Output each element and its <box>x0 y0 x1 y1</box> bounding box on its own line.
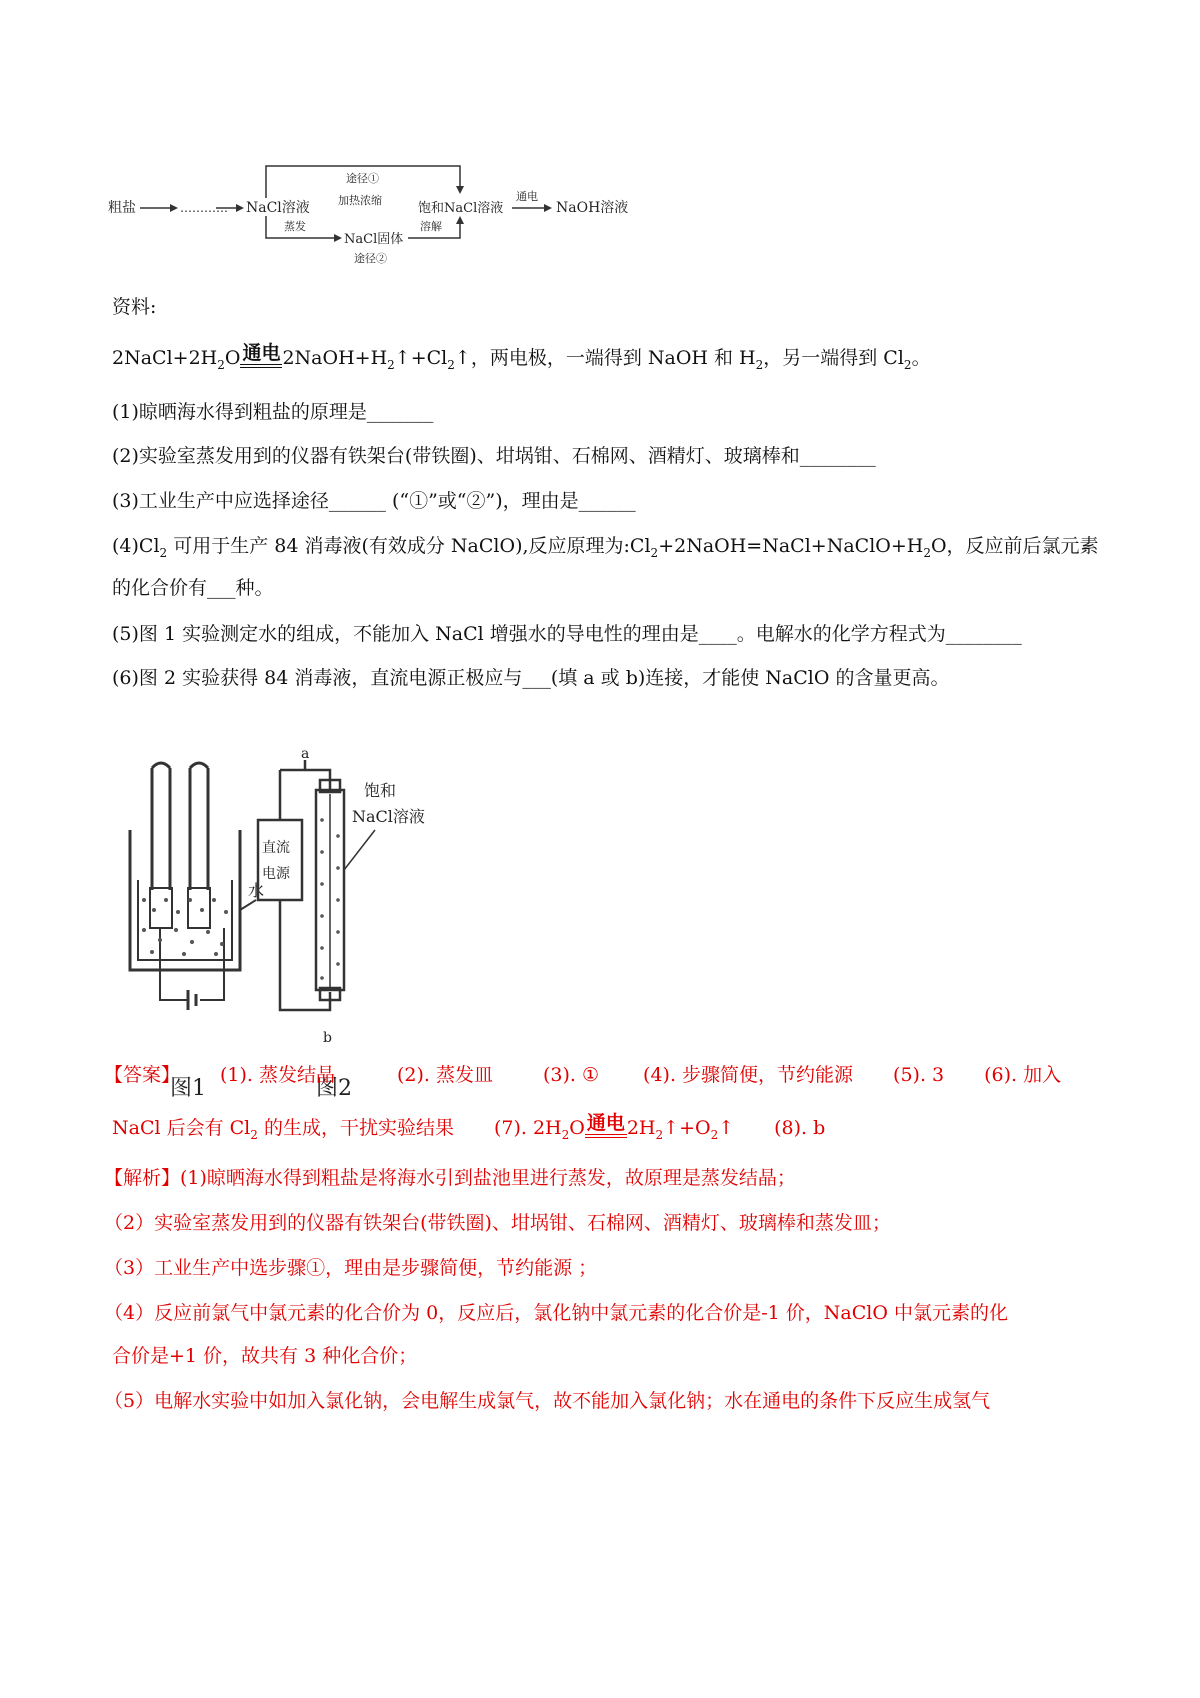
flow-dots: ………… <box>180 201 228 215</box>
flow-route1-sub: 加热浓缩 <box>338 194 382 207</box>
water-label: 水 <box>248 881 265 900</box>
answer-tag: 【答案】 <box>104 1064 181 1086</box>
flow-electrolysis-arrowhead <box>544 204 552 212</box>
process-flow-diagram <box>108 158 708 288</box>
answer-line-2: NaCl 后会有 $Cl_2$ 的生成，干扰实验结果 (7). $2H_2O$ 通电 $2H_2↑+O_2↑$ (8). b <box>112 1112 826 1142</box>
reaction-equation: $2NaCl+2H_2O$ 通电 $2NaOH+H_2↑+Cl_2↑$，两电极，一端得到 NaOH 和 $H_2$，另一端得到 $Cl_2$。 <box>112 342 931 372</box>
flow-route2-label: 途径② <box>354 252 387 265</box>
question-4: $(4)Cl_2$ 可用于生产 84 消毒液(有效成分 NaClO),反应原理为$:Cl_2+2NaOH=NaCl+NaClO+H_2O$，反应前后氯元素 <box>112 535 1099 560</box>
material-label: 资料: <box>112 296 157 318</box>
analysis-line-4b: 合价是+1 价，故共有 3 种化合价； <box>112 1345 418 1367</box>
saturated-label-1: 饱和 <box>364 781 397 800</box>
label-a: a <box>301 746 310 762</box>
answer-electrolysis-condition: 通电 <box>585 1113 627 1140</box>
power-label-1: 直流 <box>262 840 290 856</box>
flow-nacl-solution: NaCl溶液 <box>246 200 310 216</box>
question-5: (5)图 1 实验测定水的组成，不能加入 NaCl 增强水的导电性的理由是____。电解水的化学方程式为________ <box>112 623 1022 645</box>
flow-route1-arrowhead <box>456 186 464 194</box>
flow-arrowhead-2 <box>236 204 244 212</box>
figure-2-caption: 图2 <box>316 1076 352 1101</box>
figure-1-caption: 图1 <box>170 1076 206 1101</box>
flow-evaporate-label: 蒸发 <box>284 220 306 233</box>
analysis-line-2: （2）实验室蒸发用到的仪器有铁架台(带铁圈)、坩埚钳、石棉网、酒精灯、玻璃棒和蒸发皿； <box>104 1212 891 1234</box>
question-2: (2)实验室蒸发用到的仪器有铁架台(带铁圈)、坩埚钳、石棉网、酒精灯、玻璃棒和________ <box>112 445 876 467</box>
flow-route1-label: 途径① <box>346 172 379 185</box>
question-6: (6)图 2 实验获得 84 消毒液，直流电源正极应与___(填 a 或 b)连接，才能使 NaClO 的含量更高。 <box>112 667 950 689</box>
analysis-line-5: （5）电解水实验中如加入氯化钠，会电解生成氯气，故不能加入氯化钠；水在通电的条件下反应生成氢气 <box>104 1390 991 1412</box>
answer-line-1: 【答案】 (1). 蒸发结晶 (2). 蒸发皿 (3). ① (4). 步骤简便，节约能源 (5). 3 (6). 加入 <box>104 1060 1061 1087</box>
analysis-line-1: 【解析】(1)晾晒海水得到粗盐是将海水引到盐池里进行蒸发，故原理是蒸发结晶； <box>104 1167 796 1189</box>
analysis-line-4a: （4）反应前氯气中氯元素的化合价为 0，反应后，氯化钠中氯元素的化合价是-1 价，NaClO 中氯元素的化 <box>104 1302 1008 1324</box>
analysis-tag: 【解析】 <box>104 1167 181 1189</box>
flow-dissolve-arrowhead <box>456 216 464 224</box>
question-3: (3)工业生产中应选择途径______ (“①”或“②”)，理由是______ <box>112 490 636 512</box>
label-b: b <box>323 1030 332 1046</box>
question-1: (1)晾晒海水得到粗盐的原理是_______ <box>112 401 434 423</box>
electrolysis-condition: 通电 <box>240 343 282 370</box>
figure-2-bleach-setup <box>258 760 375 1010</box>
flow-saturated: 饱和NaCl溶液 <box>418 201 504 216</box>
flow-naoh: NaOH溶液 <box>556 200 629 216</box>
question-4-line2: 的化合价有___种。 <box>112 577 274 599</box>
analysis-line-3: （3）工业生产中选步骤①，理由是步骤简便，节约能源 ； <box>104 1257 598 1279</box>
flow-arrowhead-1 <box>170 204 178 212</box>
flow-dissolve-label: 溶解 <box>420 220 442 233</box>
flow-evaporate-arrowhead <box>334 234 342 242</box>
figure-1-water-electrolysis <box>130 763 256 1010</box>
flow-electrolysis-label: 通电 <box>516 190 538 203</box>
flow-crude-salt: 粗盐 <box>108 200 136 216</box>
flow-nacl-solid: NaCl固体 <box>344 232 404 247</box>
power-label-2: 电源 <box>262 866 290 882</box>
saturated-label-2: NaCl溶液 <box>352 807 425 826</box>
